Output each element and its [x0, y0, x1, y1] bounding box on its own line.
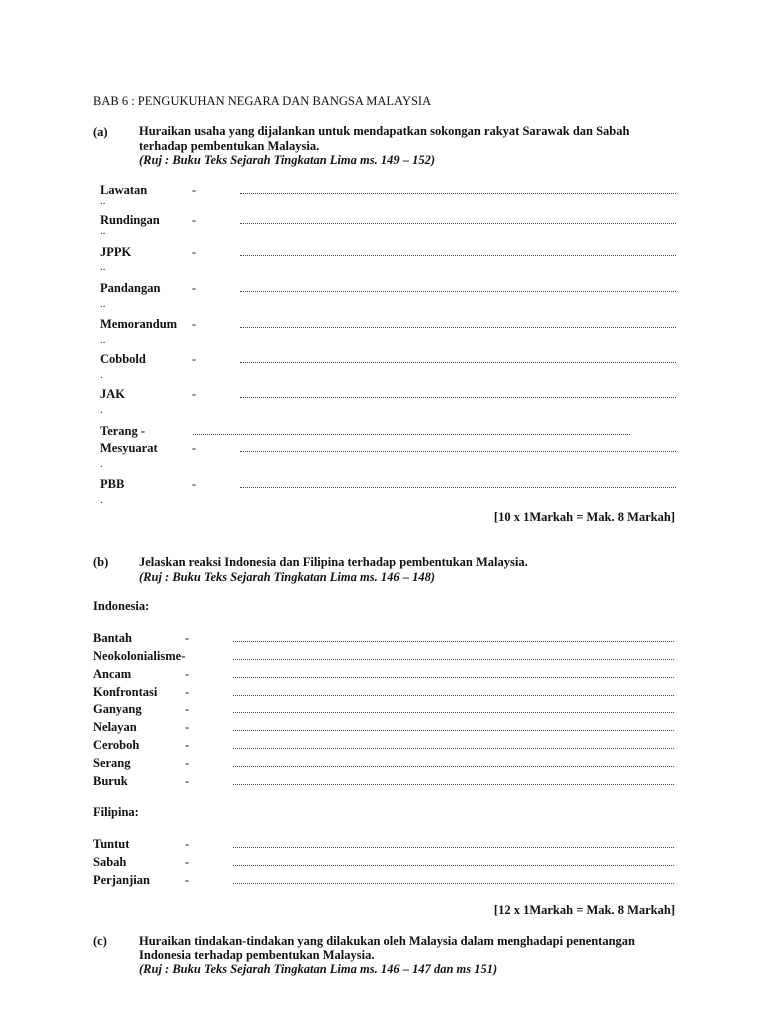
list-item-label: Bantah	[93, 631, 132, 645]
section-b-marks: [12 x 1Markah = Mak. 8 Markah]	[493, 903, 675, 917]
list-item-dash: -	[192, 245, 197, 259]
list-item-dash: -	[192, 387, 197, 401]
list-item-dash: -	[185, 738, 190, 752]
answer-line[interactable]	[233, 641, 674, 642]
list-item-dash: -	[185, 873, 190, 887]
answer-line[interactable]	[240, 327, 676, 328]
list-item-label: Lawatan	[100, 183, 148, 197]
list-item-dash: -	[185, 855, 190, 869]
answer-line[interactable]	[240, 223, 676, 224]
list-item-label: Ceroboh	[93, 738, 140, 752]
answer-line[interactable]	[233, 712, 674, 713]
section-a-marks: [10 x 1Markah = Mak. 8 Markah]	[493, 510, 675, 524]
section-a-question-line2: terhadap pembentukan Malaysia.	[139, 139, 320, 153]
list-item-label: Ganyang	[93, 702, 142, 716]
tick-mark: ..	[100, 298, 106, 310]
list-item-dash: -	[185, 702, 190, 716]
list-item-dash: -	[192, 352, 197, 366]
list-item-label: Cobbold	[100, 352, 146, 366]
list-item-label: Pandangan	[100, 281, 161, 295]
section-c-question-line2: Indonesia terhadap pembentukan Malaysia.	[139, 948, 375, 962]
section-c-reference: (Ruj : Buku Teks Sejarah Tingkatan Lima ms. 146 – 147 dan ms 151)	[139, 962, 498, 976]
tick-mark: .	[100, 458, 103, 470]
list-item-label: JAK	[100, 387, 125, 401]
tick-mark: .	[100, 494, 103, 506]
answer-line[interactable]	[233, 677, 674, 678]
tick-mark: ..	[100, 261, 106, 273]
list-item-label: Buruk	[93, 774, 128, 788]
answer-line[interactable]	[233, 883, 674, 884]
section-a-reference: (Ruj : Buku Teks Sejarah Tingkatan Lima ms. 149 – 152)	[139, 153, 435, 167]
answer-line[interactable]	[233, 847, 674, 848]
answer-line[interactable]	[233, 784, 674, 785]
list-item-dash: -	[185, 685, 190, 699]
list-item-dash: -	[192, 183, 197, 197]
list-item-label: Neokolonialisme-	[93, 649, 186, 663]
list-item-dash: -	[192, 317, 197, 331]
list-item-dash: -	[192, 477, 197, 491]
list-item-label: Ancam	[93, 667, 132, 681]
page-title: BAB 6 : PENGUKUHAN NEGARA DAN BANGSA MALAYSIA	[93, 94, 432, 108]
list-item-label: Rundingan	[100, 213, 160, 227]
section-b-label: (b)	[93, 555, 109, 569]
tick-mark: ..	[100, 334, 106, 346]
answer-line[interactable]	[240, 291, 676, 292]
tick-mark: ..	[100, 195, 106, 207]
list-item-dash: -	[185, 720, 190, 734]
list-item-label: Tuntut	[93, 837, 130, 851]
answer-line[interactable]	[240, 451, 676, 452]
answer-line[interactable]	[233, 865, 674, 866]
answer-line[interactable]	[240, 255, 676, 256]
answer-line[interactable]	[233, 766, 674, 767]
list-item-label: Konfrontasi	[93, 685, 158, 699]
section-a-label: (a)	[93, 125, 108, 139]
answer-line[interactable]	[240, 397, 676, 398]
list-item-dash: -	[192, 281, 197, 295]
list-item-label: Mesyuarat	[100, 441, 158, 455]
section-c-label: (c)	[93, 934, 107, 948]
answer-line[interactable]	[240, 193, 676, 194]
list-item-dash: -	[185, 756, 190, 770]
list-item-dash: -	[185, 837, 190, 851]
list-item-dash: -	[185, 631, 190, 645]
answer-line[interactable]	[240, 487, 676, 488]
filipina-heading: Filipina:	[93, 805, 139, 819]
list-item-label: Terang -	[100, 424, 146, 438]
indonesia-heading: Indonesia:	[93, 599, 150, 613]
section-a-question-line1: Huraikan usaha yang dijalankan untuk mendapatkan sokongan rakyat Sarawak dan Sabah	[139, 124, 630, 138]
tick-mark: .	[100, 404, 103, 416]
section-c-question-line1: Huraikan tindakan-tindakan yang dilakukan oleh Malaysia dalam menghadapi penentangan	[139, 934, 635, 948]
answer-line[interactable]	[233, 659, 674, 660]
list-item-label: PBB	[100, 477, 125, 491]
list-item-label: Nelayan	[93, 720, 137, 734]
list-item-label: Sabah	[93, 855, 127, 869]
answer-line[interactable]	[233, 730, 674, 731]
list-item-dash: -	[185, 774, 190, 788]
section-b-reference: (Ruj : Buku Teks Sejarah Tingkatan Lima ms. 146 – 148)	[139, 570, 435, 584]
list-item-label: JPPK	[100, 245, 132, 259]
list-item-dash: -	[185, 667, 190, 681]
list-item-dash: -	[192, 441, 197, 455]
answer-line[interactable]	[240, 362, 676, 363]
answer-line[interactable]	[233, 748, 674, 749]
list-item-label: Memorandum	[100, 317, 178, 331]
answer-line[interactable]	[233, 695, 674, 696]
list-item-label: Serang	[93, 756, 131, 770]
section-b-question: Jelaskan reaksi Indonesia dan Filipina terhadap pembentukan Malaysia.	[139, 555, 528, 569]
list-item-dash: -	[192, 213, 197, 227]
answer-line[interactable]	[193, 434, 630, 435]
list-item-label: Perjanjian	[93, 873, 150, 887]
tick-mark: ..	[100, 225, 106, 237]
tick-mark: .	[100, 369, 103, 381]
